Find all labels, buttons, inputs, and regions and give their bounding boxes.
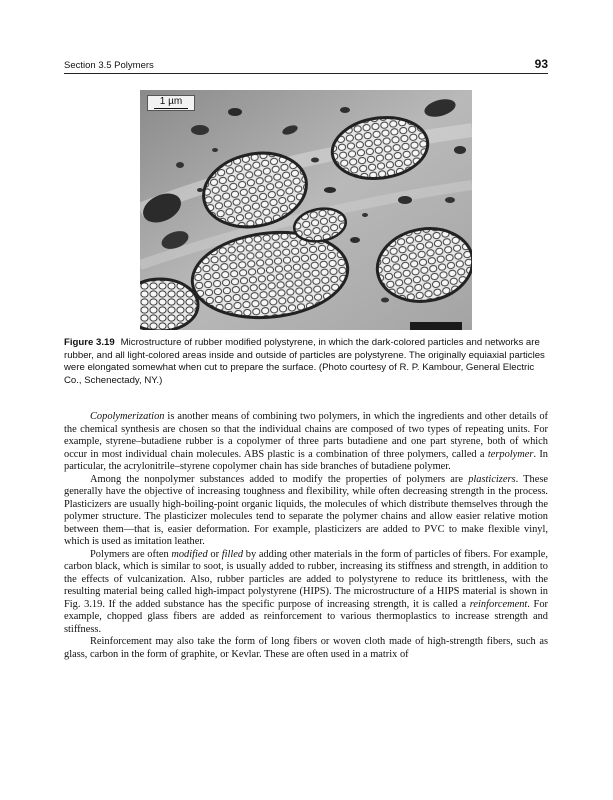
header-rule	[64, 73, 548, 74]
scale-label-box	[147, 95, 195, 111]
term-plasticizers: plasticizers	[468, 473, 516, 485]
paragraph-text: . For example, chopped glass fibers are added as reinforcement to various thermoplastics to increase strength and stiffness.	[64, 598, 548, 635]
figure-caption-label: Figure 3.19	[64, 337, 115, 348]
figure-caption-text: Microstructure of rubber modified polystyrene, in which the dark-colored particles and networks are rubber, and all light-colored areas inside and outside of particles are polystyrene. The originally equiaxial particles were elongated somewhat when cut to prepare the surface. (Photo courtesy of R. P. Kambour, General Electric Co., Schenectady, NY.)	[64, 337, 545, 386]
paragraph-plasticizers	[64, 474, 548, 549]
paragraph-modified-filled	[64, 549, 548, 637]
term-reinforcement: reinforcement	[469, 598, 528, 610]
paragraph-text: . These generally have the objective of increasing toughness and flexibility, while often decreasing strength in the process. Plasticizers are usually high-boiling-point organic liquids, the molecules of which distribute themselves through the polymer structure. The plasticizer molecules tend to separate the polymer chains and allow easier relative motion between them—that is, easier deformation. For example, plasticizers are added to PVC to make flexible vinyl, which is used as imitation leather.	[64, 473, 548, 547]
term-filled: filled	[221, 548, 244, 560]
term-terpolymer: terpolymer	[487, 448, 534, 460]
scale-label: 1 µm	[159, 96, 183, 107]
paragraph-text: or	[207, 548, 222, 560]
paragraph-text: by adding other materials in the form of particles of fibers. For example, carbon black, which is similar to soot, is usually added to rubber, increasing its stiffness and strength, in addition to the effects of vulcanization. Also, rubber particles are added to polystyrene to reduce its brittleness, with the resulting material being called high-impact polystyrene (HIPS). The microstructure of a HIPS material is shown in Fig. 3.19. If the added substance has the specific purpose of increasing strength, it is called a	[64, 548, 548, 610]
paragraph-text: . In particular, the acrylonitrile–styrene copolymer chain has side branches of butadiene polymer.	[64, 448, 548, 472]
page-number: 93	[534, 57, 548, 71]
paragraph-text: is another means of combining two polymers, in which the ingredients and other details of the chemical synthesis are chosen so that the individual chains are composed of two types of repeating units. For example, styrene–butadiene rubber is a copolymer of three parts butadiene and one part styrene, both of which occur in most individual chain molecules. ABS plastic is a combination of three polymers, called a	[64, 411, 548, 460]
term-modified: modified	[171, 548, 208, 560]
paragraph-text: Among the nonpolymer substances added to modify the properties of polymers are	[90, 473, 469, 485]
figure-caption	[64, 337, 548, 387]
micrograph-figure	[140, 90, 472, 330]
paragraph-copolymerization	[64, 411, 548, 474]
paragraph-reinforcement	[64, 636, 548, 661]
paragraph-text: Reinforcement may also take the form of long fibers or woven cloth made of high-strength fibers, such as glass, carbon in the form of graphite, or Kevlar. These are often used in a matrix of	[64, 636, 548, 660]
scale-bar	[154, 108, 188, 109]
paragraph-text: Polymers are often	[90, 548, 172, 560]
term-copolymerization: Copolymerization	[90, 411, 165, 422]
micrograph-image	[140, 90, 472, 330]
body-text	[64, 411, 548, 661]
section-title: Section 3.5 Polymers	[64, 60, 154, 71]
